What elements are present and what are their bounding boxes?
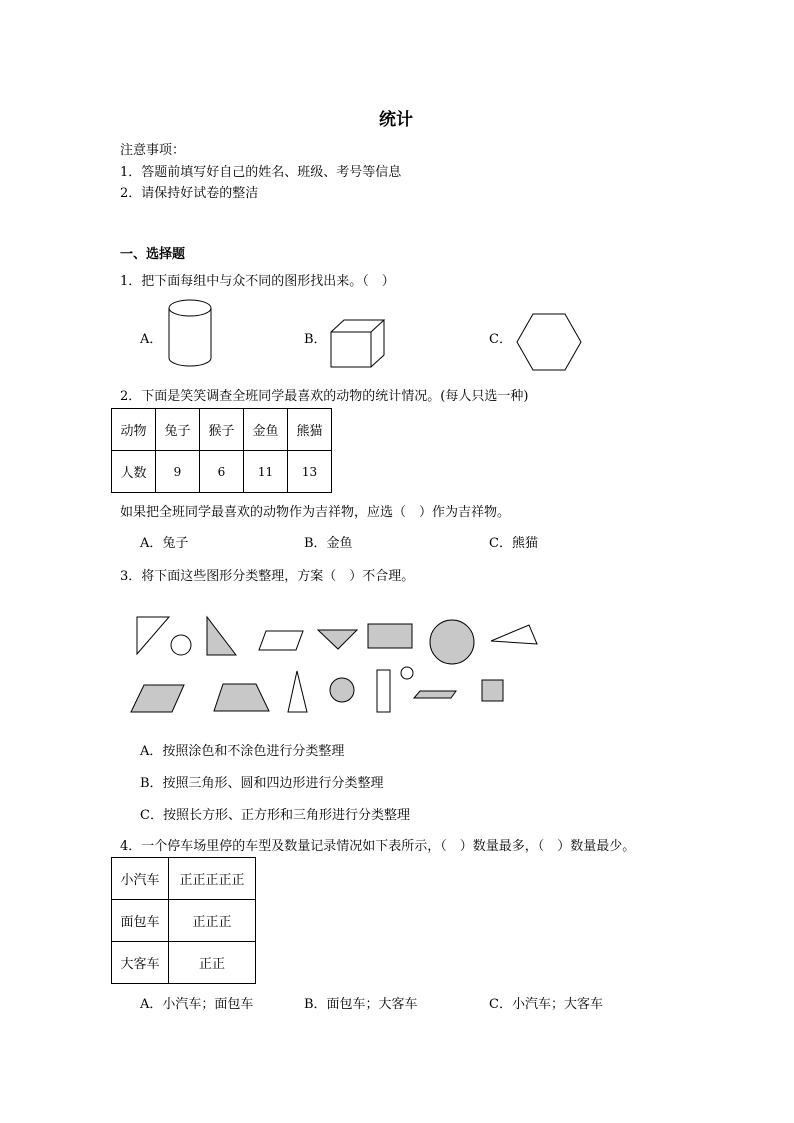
table-header-cell: 金鱼 <box>244 409 288 451</box>
q4-option-b: B．面包车；大客车 <box>304 997 418 1012</box>
shaded-parallelogram-shape <box>131 685 184 712</box>
q4-option-a: A．小汽车；面包车 <box>140 997 254 1012</box>
tally-cell: 正正正 <box>169 900 256 942</box>
q2-option-a: A．兔子 <box>140 536 189 551</box>
shaded-thin-parallelogram-shape <box>414 691 456 698</box>
right-triangle-shape <box>137 617 169 654</box>
q2-stem: 2．下面是笑笑调查全班同学最喜欢的动物的统计情况。(每人只选一种) <box>120 389 529 404</box>
table-cell: 6 <box>200 451 244 493</box>
shaded-trapezoid-shape <box>214 684 269 711</box>
q2-option-b: B．金鱼 <box>304 536 353 551</box>
shaded-square-shape <box>482 680 503 701</box>
q4-option-c: C．小汽车；大客车 <box>489 997 603 1012</box>
q3-option-b: B．按照三角形、圆和四边形进行分类整理 <box>140 776 384 791</box>
tall-triangle-shape <box>288 671 307 712</box>
obtuse-triangle-shape <box>491 625 537 644</box>
q3-option-c: C．按照长方形、正方形和三角形进行分类整理 <box>140 808 410 823</box>
table-row-label: 人数 <box>112 451 156 493</box>
table-header-cell: 熊猫 <box>288 409 332 451</box>
shaded-rectangle-shape <box>368 624 412 648</box>
shaded-medium-circle-shape <box>330 678 354 702</box>
q3-option-a: A．按照涂色和不涂色进行分类整理 <box>140 744 345 759</box>
table-cell: 13 <box>288 451 332 493</box>
q2-option-c: C．熊猫 <box>489 536 538 551</box>
q1-stem: 1．把下面每组中与众不同的图形找出来。（ ） <box>120 274 395 289</box>
table-cell: 9 <box>156 451 200 493</box>
parallelogram-shape <box>259 631 303 650</box>
shaded-right-triangle-shape <box>207 617 236 655</box>
section-heading: 一、选择题 <box>120 247 186 262</box>
parking-table <box>111 857 256 984</box>
tally-cell: 正正正正正 <box>169 858 256 900</box>
notice-item-1: 1．答题前填写好自己的姓名、班级、考号等信息 <box>120 165 402 180</box>
q2-question: 如果把全班同学最喜欢的动物作为吉祥物，应选（ ）作为吉祥物。 <box>120 505 511 520</box>
q1-option-a: A． <box>140 332 163 347</box>
q1-option-c: C． <box>489 332 512 347</box>
table-row-label: 大客车 <box>112 942 169 984</box>
tiny-circle-shape <box>401 667 413 679</box>
table-header-cell: 兔子 <box>156 409 200 451</box>
notice-item-2: 2．请保持好试卷的整洁 <box>120 186 259 201</box>
table-row-label: 面包车 <box>112 900 169 942</box>
small-circle-shape <box>171 635 191 655</box>
tally-cell: 正正 <box>169 942 256 984</box>
tall-rectangle-shape <box>377 670 390 712</box>
q4-stem: 4．一个停车场里停的车型及数量记录情况如下表所示，（ ）数量最多，（ ）数量最少。 <box>120 839 636 854</box>
page-title: 统计 <box>379 110 413 130</box>
q1-option-b: B． <box>304 332 327 347</box>
shaded-large-circle-shape <box>430 620 474 664</box>
table-cell: 11 <box>244 451 288 493</box>
shaded-inverted-triangle-shape <box>318 630 357 649</box>
table-header-cell: 动物 <box>112 409 156 451</box>
notice-heading: 注意事项： <box>120 143 186 158</box>
table-header-cell: 猴子 <box>200 409 244 451</box>
table-row-label: 小汽车 <box>112 858 169 900</box>
q3-stem: 3．将下面这些图形分类整理，方案（ ）不合理。 <box>120 569 415 584</box>
